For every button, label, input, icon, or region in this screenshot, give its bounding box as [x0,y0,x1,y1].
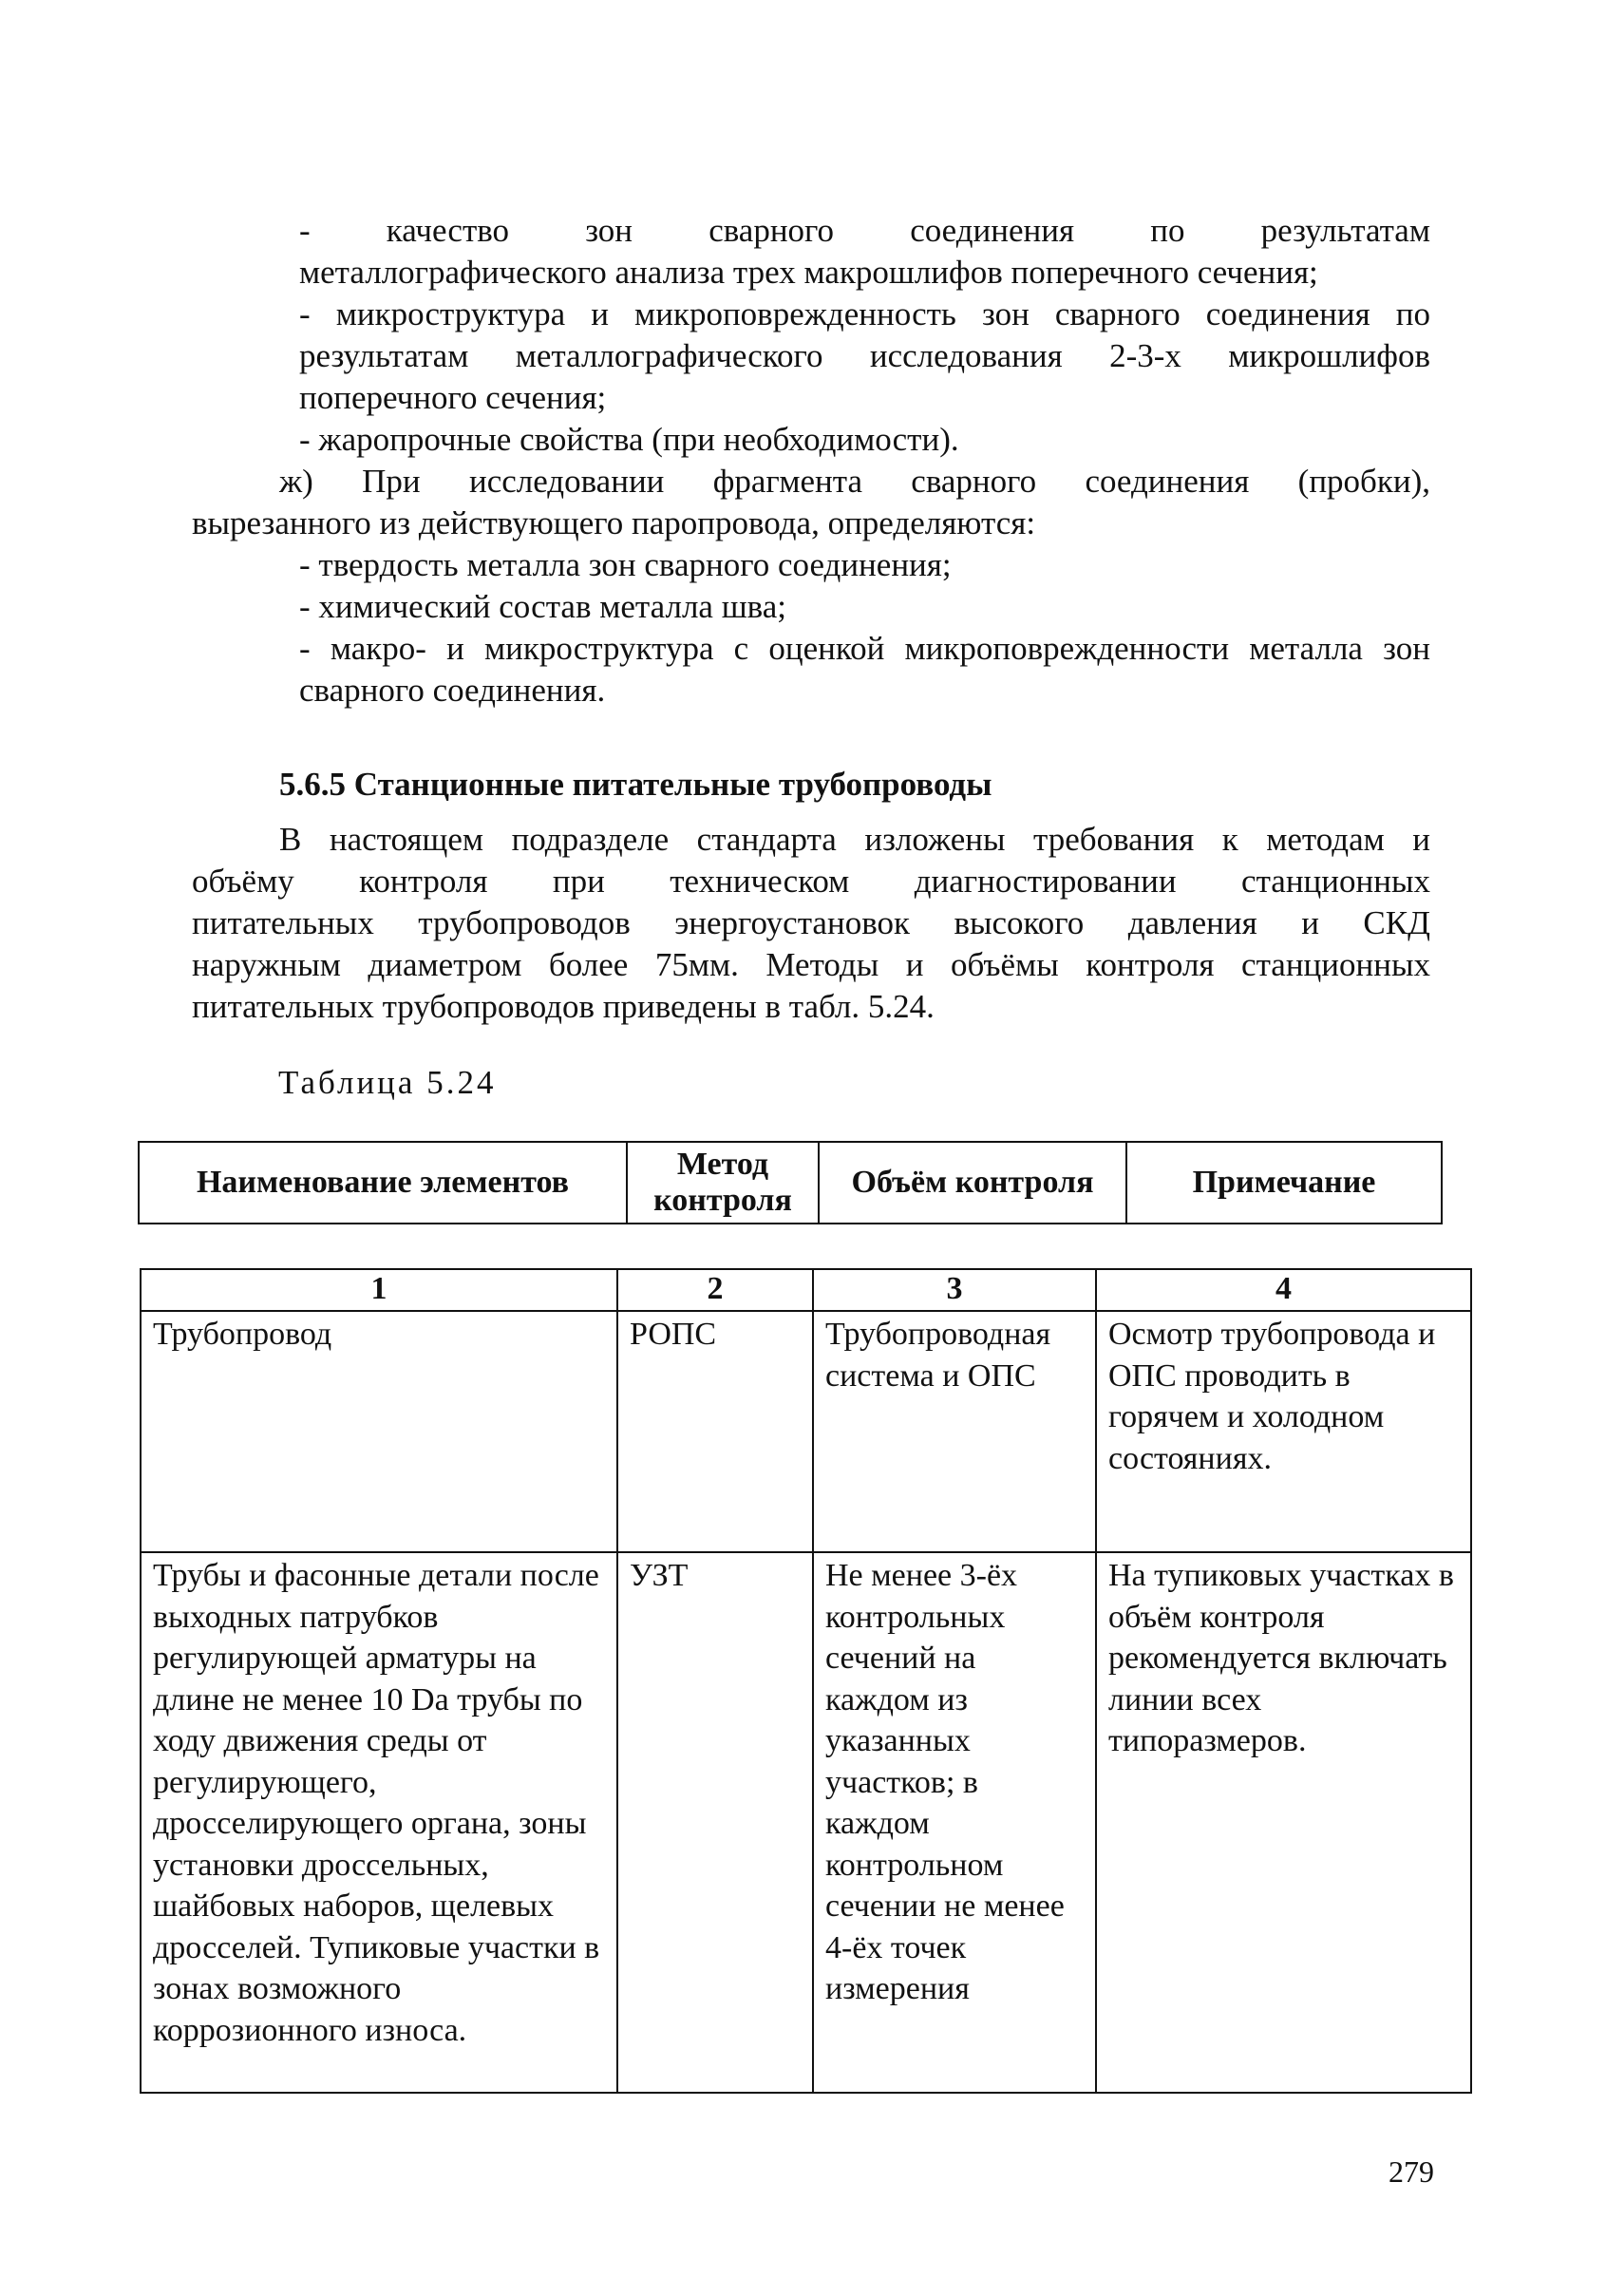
table-row [141,1552,1471,2093]
text-line: - микроструктура и микроповрежденность зон сварного соединения по [299,295,1430,332]
header-method: Метод контроля [627,1142,819,1224]
data-table [140,1268,1472,2094]
table-header [138,1141,1443,1224]
col-number: 4 [1096,1269,1471,1311]
cell-volume: Трубопроводная система и ОПС [813,1311,1096,1552]
table-row [141,1311,1471,1552]
col-number: 3 [813,1269,1096,1311]
section-heading: 5.6.5 Станционные питательные трубопроводы [279,766,992,803]
text-line: сварного соединения. [299,672,606,709]
text-line: объёму контроля при техническом диагностировании станционных [192,863,1430,900]
text-line: результатам металлографического исследования 2-3-х микрошлифов [299,337,1430,374]
text-line: питательных трубопроводов приведены в табл. 5.24. [192,988,935,1025]
cell-volume: Не менее 3-ёх контрольных сечений на каждом из указанных участков; в каждом контрольном сечении не менее 4-ёх точек измерения [813,1552,1096,2093]
text-line: В настоящем подразделе стандарта изложены требования к методам и [279,821,1430,858]
text-line: - твердость металла зон сварного соединения; [299,546,952,583]
text-line: ж) При исследовании фрагмента сварного соединения (пробки), [279,463,1430,500]
text-line: наружным диаметром более 75мм. Методы и объёмы контроля станционных [192,946,1430,983]
header-note: Примечание [1126,1142,1442,1224]
cell-note: На тупиковых участках в объём контроля рекомендуется включать линии всех типоразмеров. [1096,1552,1471,2093]
text-line: - макро- и микроструктура с оценкой микроповрежденности металла зон [299,630,1430,667]
col-number: 1 [141,1269,617,1311]
text-line: вырезанного из действующего паропровода, определяются: [192,504,1036,541]
col-number: 2 [617,1269,813,1311]
text-line: - жаропрочные свойства (при необходимости). [299,421,959,458]
text-line: питательных трубопроводов энергоустановок высокого давления и СКД [192,904,1430,941]
page-number: 279 [1389,2154,1434,2189]
text-line: поперечного сечения; [299,379,607,416]
cell-method: РОПС [617,1311,813,1552]
table-caption: Таблица 5.24 [278,1064,497,1101]
header-volume: Объём контроля [819,1142,1126,1224]
text-line: металлографического анализа трех макрошлифов поперечного сечения; [299,254,1318,291]
header-name: Наименование элементов [139,1142,627,1224]
cell-name: Трубы и фасонные детали после выходных патрубков регулирующей арматуры на длине не менее 10 Da трубы по ходу движения среды от регулирующего, дросселирующего органа, зоны установки дроссельных, шайбовых наборов, щелевых дросселей. Тупиковые участки в зонах возможного коррозионного износа. [141,1552,617,2093]
cell-name: Трубопровод [141,1311,617,1552]
cell-note: Осмотр трубопровода и ОПС проводить в горячем и холодном состояниях. [1096,1311,1471,1552]
text-line: - качество зон сварного соединения по результатам [299,212,1430,249]
cell-method: УЗТ [617,1552,813,2093]
column-number-row [141,1269,1471,1311]
text-line: - химический состав металла шва; [299,588,786,625]
